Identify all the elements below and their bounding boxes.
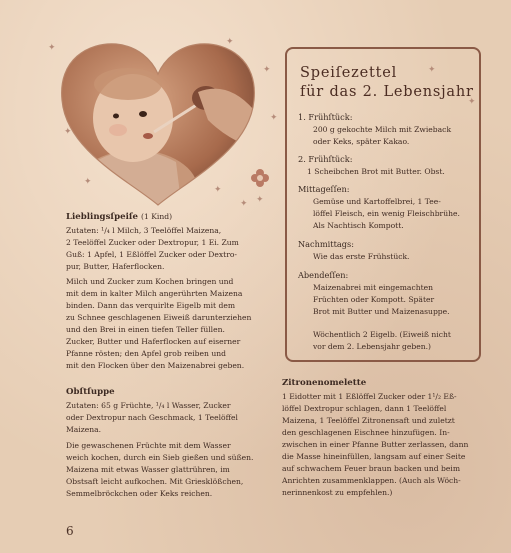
baby-photo xyxy=(58,37,258,210)
omelette-line: Maizena, 1 Teelöffel Zitronensaft und zuletzt xyxy=(282,416,455,425)
obstsuppe-line: Maizena. xyxy=(66,425,102,434)
lieblingsspeise-line: 2 Teelöffel Zucker oder Dextropur, 1 Ei. Zum xyxy=(66,238,239,247)
meal-line: vor dem 2. Lebensjahr geben.) xyxy=(313,342,432,351)
omelette-line: auf schwachem Feuer braun backen und beim xyxy=(282,464,461,473)
lieblingsspeise-line: Zutaten: ¹/₄ l Milch, 3 Teelöffel Maizena, xyxy=(66,226,222,235)
obstsuppe-line: Zutaten: 65 g Früchte, ¹/₄ l Wasser, Zucker xyxy=(66,401,231,410)
meal-line: Wöchentlich 2 Eigelb. (Eiweiß nicht xyxy=(313,330,451,339)
star-icon: ✦ xyxy=(428,65,436,75)
speisezettel-title-line2: für das 2. Lebensjahr xyxy=(300,84,474,100)
meal-line: Gemüse und Kartoffelbrei, 1 Tee- xyxy=(313,197,441,206)
meal-line: 200 g gekochte Milch mit Zwieback xyxy=(313,125,452,134)
star-icon: ✦ xyxy=(226,37,234,47)
omelette-line: Anrichten zusammenklappen. (Auch als Wöch- xyxy=(282,476,461,485)
meal-line: Maizenabrei mit eingemachten xyxy=(313,283,434,292)
lieblingsspeise-line: mit den Flocken über den Maizenabrei geben. xyxy=(66,361,245,370)
meal-label: 1. Frühſtück: xyxy=(298,112,353,122)
meal-line: 1 Scheibchen Brot mit Butter. Obst. xyxy=(307,167,445,176)
meal-label: Mittageſſen: xyxy=(298,184,350,194)
lieblingsspeise-line: Zucker, Butter und Haferflocken auf eiserner xyxy=(66,337,241,346)
lieblingsspeise-line: Milch und Zucker zum Kochen bringen und xyxy=(66,277,234,286)
zitronenomelette-title: Zitronenomelette xyxy=(282,378,367,388)
lieblingsspeise-line: und den Brei in einen tiefen Teller füllen. xyxy=(66,325,225,334)
omelette-line: löffel Dextropur schlagen, dann 1 Teelöffel xyxy=(282,404,447,413)
star-icon: ✦ xyxy=(468,97,476,107)
obstsuppe-line: Maizena mit etwas Wasser glattrühren, im xyxy=(66,465,230,474)
lieblingsspeise-line: Pfanne rösten; den Apfel grob reiben und xyxy=(66,349,226,358)
star-icon: ✦ xyxy=(48,43,56,53)
meal-label: Abendeſſen: xyxy=(298,270,349,280)
lieblingsspeise-line: zu Schnee geschlagenen Eiweiß darunterziehen xyxy=(66,313,252,322)
flower-icon xyxy=(250,168,270,188)
lieblingsspeise-line: mit dem in kalter Milch angerührten Maizena xyxy=(66,289,243,298)
meal-line: Früchten oder Kompott. Später xyxy=(313,295,435,304)
meal-label: 2. Frühſtück: xyxy=(298,154,353,164)
star-icon: ✦ xyxy=(270,113,278,123)
lieblingsspeise-line: pur, Butter, Haferflocken. xyxy=(66,262,165,271)
lieblingsspeise-line: binden. Dann das verquirlte Eigelb mit dem xyxy=(66,301,236,310)
obstsuppe-line: oder Dextropur nach Geschmack, 1 Teelöffel xyxy=(66,413,238,422)
star-icon: ✦ xyxy=(240,199,248,209)
obstsuppe-line: weich kochen, durch ein Sieb gießen und süßen. xyxy=(66,453,254,462)
omelette-line: zwischen in einer Pfanne Butter zerlassen, dann xyxy=(282,440,469,449)
meal-line: Wie das erste Frühstück. xyxy=(313,252,410,261)
star-icon: ✦ xyxy=(256,195,264,205)
lieblingsspeise-title: Lieblingsſpeiſe (1 Kind) xyxy=(66,212,173,222)
lieblingsspeise-line: Guß: 1 Apfel, 1 Eßlöffel Zucker oder Dextro- xyxy=(66,250,237,259)
omelette-line: 1 Eidotter mit 1 Eßlöffel Zucker oder 1¹/₂ Eß- xyxy=(282,392,457,401)
omelette-line: den geschlagenen Eischnee hinzufügen. In- xyxy=(282,428,450,437)
meal-line: löffel Fleisch, ein wenig Fleischbrühe. xyxy=(313,209,460,218)
omelette-line: die Masse hineinfüllen, langsam auf einer Seite xyxy=(282,452,466,461)
obstsuppe-line: Semmelbröckchen oder Keks reichen. xyxy=(66,489,213,498)
speisezettel-title-line1: Speiſezettel xyxy=(300,65,398,81)
star-icon: ✦ xyxy=(84,177,92,187)
obstsuppe-title: Obſtſuppe xyxy=(66,387,115,397)
star-icon: ✦ xyxy=(263,65,271,75)
meal-line: Brot mit Butter und Maizenasuppe. xyxy=(313,307,450,316)
star-icon: ✦ xyxy=(64,127,72,137)
lieblingsspeise-subtitle: (1 Kind) xyxy=(141,212,173,221)
meal-line: Als Nachtisch Kompott. xyxy=(313,221,404,230)
star-icon: ✦ xyxy=(214,185,222,195)
speisezettel-title xyxy=(300,64,475,102)
meal-label: Nachmittags: xyxy=(298,239,354,249)
meal-line: oder Keks, später Kakao. xyxy=(313,137,410,146)
omelette-line: nerinnenkost zu empfehlen.) xyxy=(282,488,393,497)
page-number: 6 xyxy=(66,524,74,538)
obstsuppe-line: Obstsaft leicht aufkochen. Mit Griesklößchen, xyxy=(66,477,244,486)
obstsuppe-line: Die gewaschenen Früchte mit dem Wasser xyxy=(66,441,231,450)
